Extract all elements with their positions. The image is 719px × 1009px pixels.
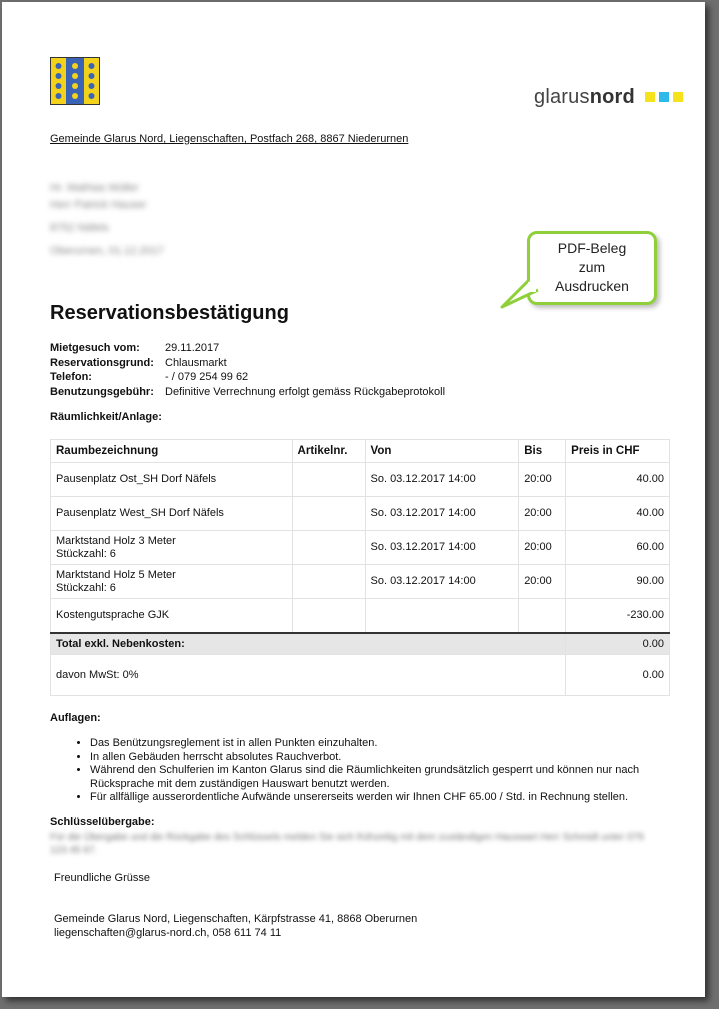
cell-from: So. 03.12.2017 14:00 <box>365 531 519 565</box>
info-key: Mietgesuch vom: <box>50 342 140 354</box>
cell-price: -230.00 <box>566 599 670 634</box>
cell-from <box>365 599 519 634</box>
table-row <box>51 463 670 497</box>
document-page <box>2 2 705 997</box>
cell-to <box>519 599 566 634</box>
cell-room <box>51 463 293 497</box>
reservation-info <box>50 341 445 399</box>
room-name: Marktstand Holz 3 Meter <box>56 534 176 547</box>
cell-price: 40.00 <box>566 497 670 531</box>
info-row <box>50 356 445 371</box>
col-header-room: Raumbezeichnung <box>51 440 293 463</box>
recipient-line-4: Oberurnen, 01.12.2017 <box>50 245 164 257</box>
col-header-to: Bis <box>519 440 566 463</box>
info-key: Reservationsgrund: <box>50 356 154 369</box>
info-row <box>50 341 445 356</box>
list-item: • In allen Gebäuden herrscht absolutes Rauchverbot. <box>90 751 690 765</box>
recipient-line-3: 8752 Näfels <box>50 222 109 234</box>
col-header-article: Artikelnr. <box>292 440 365 463</box>
cell-price: 60.00 <box>566 531 670 565</box>
brand-square-yellow-2 <box>673 92 683 102</box>
col-header-from: Von <box>365 440 519 463</box>
brand-square-blue <box>659 92 669 102</box>
footer-address: Gemeinde Glarus Nord, Liegenschaften, Kärpfstrasse 41, 8868 Oberurnen <box>54 913 418 925</box>
col-header-price: Preis in CHF <box>566 440 670 463</box>
info-row <box>50 385 445 400</box>
cell-article <box>292 497 365 531</box>
callout-line-2: zum <box>578 259 606 275</box>
vat-value: 0.00 <box>566 655 670 696</box>
info-value: Chlausmarkt <box>165 356 227 369</box>
cell-to: 20:00 <box>519 531 566 565</box>
recipient-address-blurred <box>50 180 164 266</box>
room-quantity: Stückzahl: 6 <box>56 547 116 560</box>
reservation-table <box>50 439 670 696</box>
info-value: Definitive Verrechnung erfolgt gemäss Rückgabeprotokoll <box>165 385 446 398</box>
cell-room <box>51 497 293 531</box>
table-header-row <box>51 440 670 463</box>
cell-room <box>51 565 293 599</box>
cell-from: So. 03.12.2017 14:00 <box>365 565 519 599</box>
recipient-line-1: Hr. Mathias Müller <box>50 182 139 194</box>
cell-from: So. 03.12.2017 14:00 <box>365 497 519 531</box>
list-item: • Während den Schulferien im Kanton Glarus sind die Räumlichkeiten grundsätzlich gesperrt und können nur nach Rücksprache mit dem zuständigen Hauswart benutzt werden. <box>90 764 690 791</box>
brand-name-light: glarus <box>534 86 590 108</box>
table-row <box>51 497 670 531</box>
cell-price: 90.00 <box>566 565 670 599</box>
vat-label: davon MwSt: 0% <box>51 655 566 696</box>
cell-article <box>292 565 365 599</box>
table-row <box>51 565 670 599</box>
room-name: Marktstand Holz 5 Meter <box>56 568 176 581</box>
footer-email-phone: liegenschaften@glarus-nord.ch, 058 611 74 11 <box>54 926 282 939</box>
cell-article <box>292 531 365 565</box>
info-key: Benutzungsgebühr: <box>50 385 154 398</box>
footer-contact <box>54 913 417 940</box>
callout-line-1: PDF-Beleg <box>557 240 627 256</box>
brand-name-bold: nord <box>589 86 635 108</box>
list-item: • Das Benützungsreglement ist in allen Punkten einzuhalten. <box>90 737 690 751</box>
closing-greeting: Freundliche Grüsse <box>54 872 150 884</box>
table-row <box>51 531 670 565</box>
room-name: Pausenplatz Ost_SH Dorf Näfels <box>56 473 217 485</box>
room-name: Pausenplatz West_SH Dorf Näfels <box>56 507 224 519</box>
room-quantity: Stückzahl: 6 <box>56 581 116 594</box>
total-label: Total exkl. Nebenkosten: <box>51 633 566 655</box>
cell-price: 40.00 <box>566 463 670 497</box>
callout-pointer <box>502 280 542 310</box>
cell-from: So. 03.12.2017 14:00 <box>365 463 519 497</box>
conditions-list <box>72 737 690 805</box>
brand-square-yellow <box>645 92 655 102</box>
crest-graphic <box>51 58 99 104</box>
municipal-crest-logo <box>50 57 100 105</box>
info-value: - / 079 254 99 62 <box>165 371 249 383</box>
cell-room <box>51 531 293 565</box>
table-total-row <box>51 633 670 655</box>
callout-line-3: Ausdrucken <box>555 278 629 294</box>
page-title: Reservationsbestätigung <box>50 302 289 324</box>
table-vat-row <box>51 655 670 696</box>
total-value: 0.00 <box>566 633 670 655</box>
table-row <box>51 599 670 634</box>
room-heading: Räumlichkeit/Anlage: <box>50 411 162 423</box>
cell-article <box>292 599 365 634</box>
glarusnord-logo <box>534 86 683 109</box>
cell-room <box>51 599 293 634</box>
recipient-line-2: Herr Patrick Hauser <box>50 199 147 211</box>
key-handover-heading: Schlüsselübergabe: <box>50 816 155 828</box>
room-name: Kostengutsprache GJK <box>56 609 170 621</box>
pdf-callout-bubble <box>527 231 657 305</box>
cell-article <box>292 463 365 497</box>
conditions-heading: Auflagen: <box>50 712 101 724</box>
key-handover-text-blurred: Für die Übergabe und die Rückgabe des Schlüssels melden Sie sich frühzeitig mit dem zuständigen Hauswart Herr Schmidt unter 079 123 45 67. <box>50 832 644 856</box>
cell-to: 20:00 <box>519 463 566 497</box>
cell-to: 20:00 <box>519 497 566 531</box>
cell-to: 20:00 <box>519 565 566 599</box>
sender-address-line: Gemeinde Glarus Nord, Liegenschaften, Postfach 268, 8867 Niederurnen <box>50 133 409 145</box>
info-key: Telefon: <box>50 371 92 383</box>
info-row <box>50 370 445 385</box>
list-item: • Für allfällige ausserordentliche Aufwände unsererseits werden wir Ihnen CHF 65.00 / Std. in Rechnung stellen. <box>90 791 690 805</box>
info-value: 29.11.2017 <box>165 342 220 354</box>
